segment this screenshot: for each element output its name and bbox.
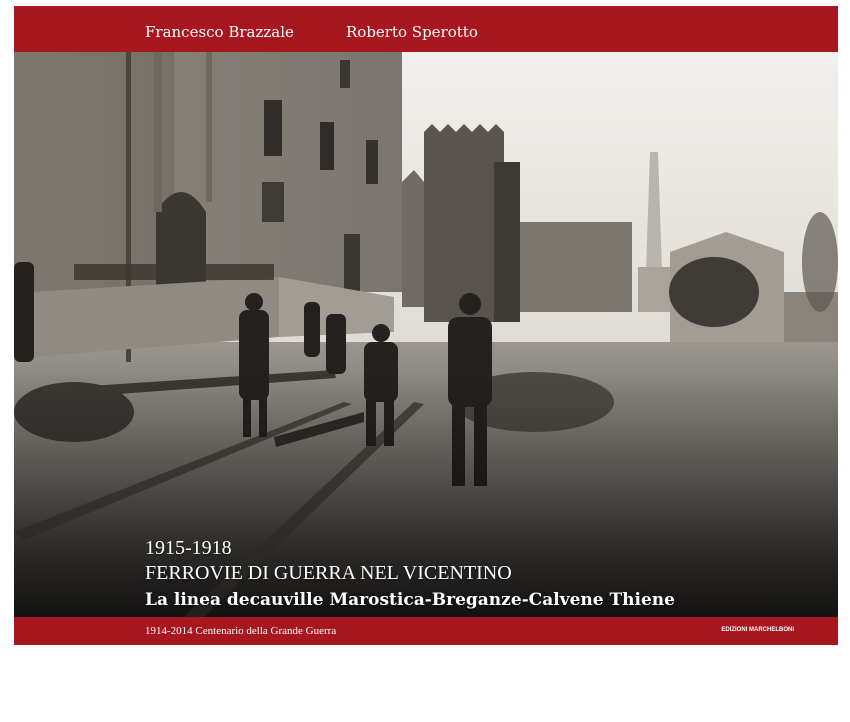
cover-photograph xyxy=(14,52,838,617)
series-label: 1914-2014 Centenario della Grande Guerra xyxy=(145,625,337,637)
title-years: 1915-1918 xyxy=(145,537,232,559)
author-name: Roberto Sperotto xyxy=(346,23,478,41)
book-cover xyxy=(14,6,838,645)
title-block xyxy=(145,536,675,617)
author-name: Francesco Brazzale xyxy=(145,23,294,41)
book-title: FERROVIE DI GUERRA NEL VICENTINO xyxy=(145,562,512,584)
historic-railway-photo xyxy=(14,52,838,617)
publisher-logo: EDIZIONI MARCHELBONI xyxy=(721,627,794,633)
bottom-series-band xyxy=(14,617,838,645)
book-subtitle-line-1: La linea decauville Marostica-Breganze-Calvene Thiene xyxy=(145,590,675,610)
top-author-band xyxy=(14,6,838,52)
